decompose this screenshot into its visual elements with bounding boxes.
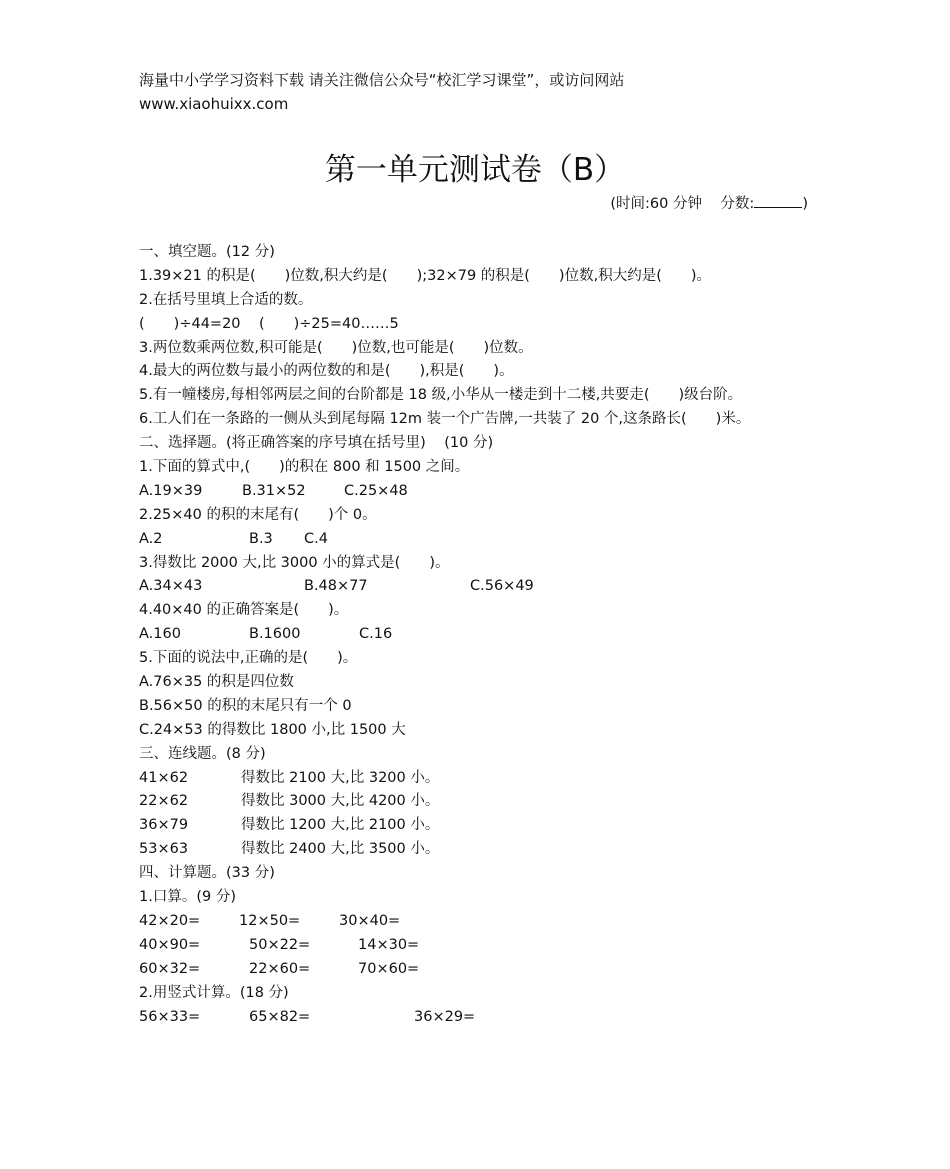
calc-item: 60×32= [139,960,201,977]
option: C.25×48 [344,482,408,499]
option: C.4 [304,530,328,547]
score-blank [754,193,802,208]
calc-row [139,910,819,934]
header-website: www.xiaohuixx.com [139,95,289,113]
question: 3.两位数乘两位数,积可能是( )位数,也可能是( )位数。 [139,339,533,356]
calc-item: 22×60= [249,960,311,977]
question: 2.在括号里填上合适的数。 [139,291,313,308]
option: B.48×77 [304,578,368,595]
page-title: 第一单元测试卷（B） [324,152,626,188]
time-score-close: ) [802,196,808,212]
option: C.56×49 [470,578,534,595]
question-detail: ( )÷44=20 ( )÷25=40……5 [139,315,399,332]
calc-item: 65×82= [249,1008,311,1025]
question: 4.最大的两位数与最小的两位数的和是( ),积是( )。 [139,363,514,380]
question: 2.25×40 的积的末尾有( )个 0。 [139,506,377,523]
calc-row [139,934,819,958]
calc-item: 36×29= [414,1008,476,1025]
option: B.3 [249,530,273,547]
option: B.31×52 [242,482,306,499]
section-heading-choice: 二、选择题。(将正确答案的序号填在括号里) (10 分) [139,435,494,452]
question: 6.工人们在一条路的一侧从头到尾每隔 12m 装一个广告牌,一共装了 20 个,这条路长( )米。 [139,411,751,428]
options-row [139,623,819,647]
calc-item: 40×90= [139,936,201,953]
match-row [139,814,819,838]
option: C.24×53 的得数比 1800 小,比 1500 大 [139,721,406,738]
section-heading-match: 三、连线题。(8 分) [139,745,266,762]
match-expression: 36×79 [139,817,189,834]
match-expression: 22×62 [139,793,189,810]
calc-item: 12×50= [239,912,301,929]
exam-body [139,241,819,1029]
options-row [139,480,819,504]
page-header [139,68,624,116]
calc-row [139,1006,819,1030]
match-row [139,838,819,862]
match-expression: 53×63 [139,841,189,858]
match-row [139,767,819,791]
options-row [139,528,819,552]
option: A.76×35 的积是四位数 [139,674,294,691]
calc-item: 42×20= [139,912,201,929]
question: 4.40×40 的正确答案是( )。 [139,602,349,619]
match-row [139,790,819,814]
options-row [139,575,819,599]
question: 5.有一幢楼房,每相邻两层之间的台阶都是 18 级,小华从一楼走到十二楼,共要走( )级台阶。 [139,387,743,404]
sub-question: 2.用竖式计算。(18 分) [139,984,289,1001]
match-expression: 41×62 [139,769,189,786]
option: C.16 [359,626,393,643]
match-description: 得数比 2100 大,比 3200 小。 [241,769,440,786]
sub-question: 1.口算。(9 分) [139,889,236,906]
option: A.19×39 [139,482,203,499]
time-score-line [610,193,808,214]
match-description: 得数比 1200 大,比 2100 小。 [241,817,440,834]
calc-item: 70×60= [358,960,420,977]
question: 5.下面的说法中,正确的是( )。 [139,650,358,667]
match-description: 得数比 3000 大,比 4200 小。 [241,793,440,810]
calc-item: 50×22= [249,936,311,953]
match-description: 得数比 2400 大,比 3500 小。 [241,841,440,858]
option: A.34×43 [139,578,203,595]
calc-item: 30×40= [339,912,401,929]
header-notice: 海量中小学学习资料下载 请关注微信公众号“校汇学习课堂”，或访问网站 [139,71,625,89]
calc-item: 56×33= [139,1008,201,1025]
question: 3.得数比 2000 大,比 3000 小的算式是( )。 [139,554,450,571]
option: B.1600 [249,626,301,643]
time-score-label: (时间:60 分钟 分数: [610,196,755,212]
question: 1.下面的算式中,( )的积在 800 和 1500 之间。 [139,459,470,476]
question: 1.39×21 的积是( )位数,积大约是( );32×79 的积是( )位数,积大约是( )。 [139,267,712,284]
calc-row [139,958,819,982]
section-heading-fill: 一、填空题。(12 分) [139,244,275,260]
option: A.2 [139,530,163,547]
option: B.56×50 的积的末尾只有一个 0 [139,697,352,714]
section-heading-calc: 四、计算题。(33 分) [139,865,275,882]
calc-item: 14×30= [358,936,420,953]
option: A.160 [139,626,181,643]
